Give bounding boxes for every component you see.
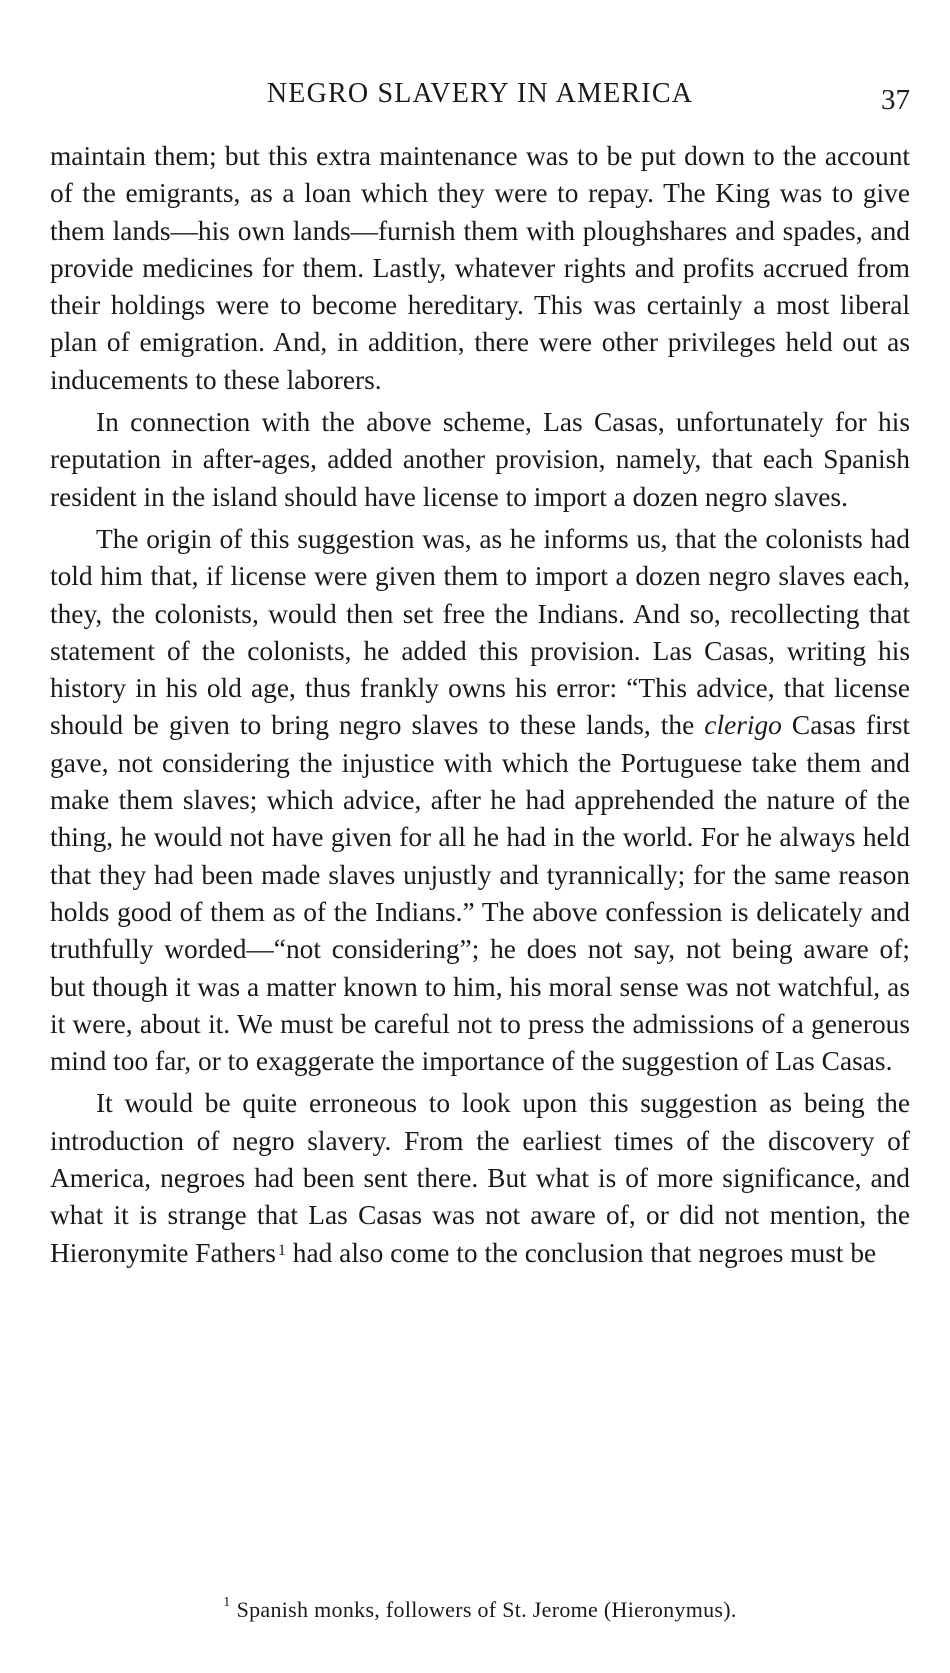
paragraph-1: maintain them; but this extra maintenance was to be put down to the account of the emigrants, as a loan which they were to repay. The King was to give them lands—his own lands—furnish them with ploughshares and spades, and provide medicines for them. Lastly, whatever rights and profits accrued from their holdings were to become hereditary. This was certainly a most liberal plan of emigration. And, in addition, there were other privileges held out as inducements to these laborers. [50,141,910,395]
paragraph-4 [50,1085,910,1271]
footnote-text: Spanish monks, followers of St. Jerome (Hieronymus). [236,1597,737,1622]
page-number: 37 [881,84,910,116]
running-header [50,78,910,118]
paragraph-4-text-b: had also come to the conclusion that negroes must be [285,1237,877,1268]
footnote [50,1597,910,1623]
footnote-reference: 1 [277,1241,286,1259]
italic-term: clerigo [704,710,782,741]
paragraph-3-text-b: Casas first gave, not considering the injustice with which the Portuguese take them and make them slaves; which advice, after he had apprehended the nature of the thing, he would not have given for all he had in the world. For he always held that they had been made slaves unjustly and tyrannically; for the same reason holds good of them as of the Indians.” The above confession is delicately and truthfully worded—“not considering”; he does not say, not being aware of; but though it was a matter known to him, his moral sense was not watchful, as it were, about it. We must be careful not to press the admissions of a generous mind too far, or to exaggerate the importance of the suggestion of Las Casas. [50,710,910,1077]
paragraph-3 [50,521,910,1080]
paragraph-4-text-a: It would be quite erroneous to look upon this suggestion as being the introduction of negro slavery. From the earliest times of the discovery of America, negroes had been sent there. But what is of more significance, and what it is strange that Las Casas was not aware of, or did not mention, the Hieronymite Fathers [50,1088,910,1268]
paragraph-2: In connection with the above scheme, Las Casas, unfortunately for his reputation in after-ages, added another provision, namely, that each Spanish resident in the island should have license to import a dozen negro slaves. [50,407,910,512]
running-title: NEGRO SLAVERY IN AMERICA [266,78,694,109]
footnote-mark: 1 [223,1595,231,1610]
paragraph-3-text-a: The origin of this suggestion was, as he informs us, that the colonists had told him that, if license were given them to import a dozen negro slaves each, they, the colonists, would then set free the Indians. And so, recollecting that statement of the colonists, he added this provision. Las Casas, writing his history in his old age, thus frankly owns his error: “This advice, that license should be given to bring negro slaves to these lands, the [50,523,910,741]
body-text [50,138,910,1272]
